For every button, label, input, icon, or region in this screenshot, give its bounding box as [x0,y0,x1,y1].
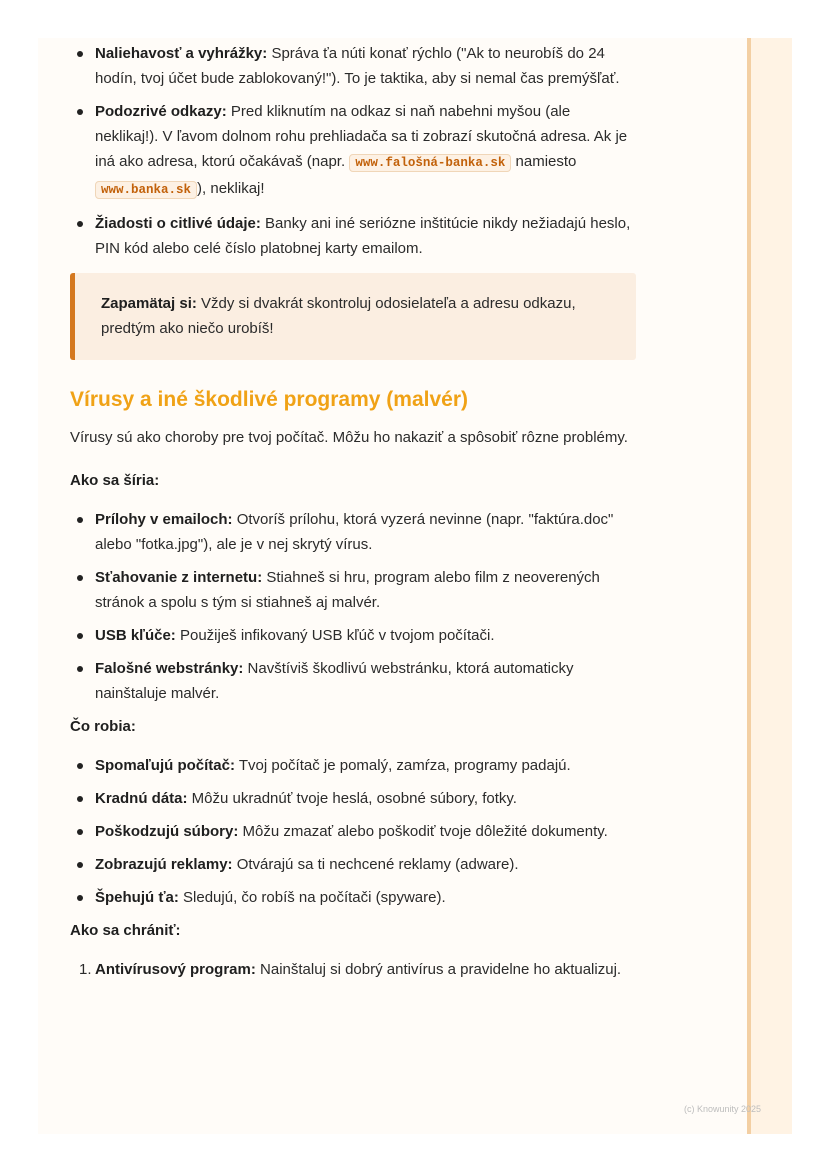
effects-title: Čo robia: [70,718,136,735]
list-item: Falošné webstránky: Navštíviš škodlivú webstránku, ktorá automaticky nainštaluje malvér. [70,656,636,706]
fake-url-code: www.falošná-banka.sk [349,154,511,172]
list-item: Naliehavosť a vyhrážky: Správa ťa núti konať rýchlo ("Ak to neurobíš do 24 hodín, tvoj účet bude zablokovaný!"). To je taktika, aby si nemal čas premýšľať. [70,41,636,91]
protect-list [70,957,636,982]
section-intro: Vírusy sú ako choroby pre tvoj počítač. Môžu ho nakaziť a spôsobiť rôzne problémy. [70,429,628,446]
spread-title: Ako sa šíria: [70,472,160,489]
protect-title: Ako sa chrániť: [70,922,181,939]
list-item: Poškodzujú súbory: Môžu zmazať alebo poškodiť tvoje dôležité dokumenty. [70,819,636,844]
effects-list [70,753,636,910]
copyright-footer: (c) Knowunity 2025 [684,1104,762,1114]
page-side-margin [751,38,792,1134]
list-item: Podozrivé odkazy: Pred kliknutím na odkaz si naň nabehni myšou (ale neklikaj!). V ľavom dolnom rohu prehliadača sa ti zobrazí skutočná adresa. Ak je iná ako adresa, ktorú očakávaš (napr. www.falošná-banka.sk namiesto www.banka.sk ), neklikaj! [70,99,636,203]
list-item: Kradnú dáta: Môžu ukradnúť tvoje heslá, osobné súbory, fotky. [70,786,636,811]
phishing-signs-list [70,41,636,261]
spread-list [70,507,636,706]
list-item: Sťahovanie z internetu: Stiahneš si hru, program alebo film z neoverených stránok a spolu s tým si stiahneš aj malvér. [70,565,636,615]
list-item: Prílohy v emailoch: Otvoríš prílohu, ktorá vyzerá nevinne (napr. "faktúra.doc" alebo "fotka.jpg"), ale je v nej skrytý vírus. [70,507,636,557]
real-url-code: www.banka.sk [95,181,197,199]
list-item: 1. Antivírusový program: Nainštaluj si dobrý antivírus a pravidelne ho aktualizuj. [79,961,622,978]
list-item: Zobrazujú reklamy: Otvárajú sa ti nechcené reklamy (adware). [70,852,636,877]
section-heading: Vírusy a iné škodlivé programy (malvér) [70,388,468,411]
list-item: USB kľúče: Použiješ infikovaný USB kľúč v tvojom počítači. [70,623,636,648]
list-item: Špehujú ťa: Sledujú, čo robíš na počítači (spyware). [70,885,636,910]
list-item: Žiadosti o citlivé údaje: Banky ani iné seriózne inštitúcie nikdy nežiadajú heslo, PIN kód alebo celé číslo platobnej karty emailom. [70,211,636,261]
list-item: Spomaľujú počítač: Tvoj počítač je pomalý, zamŕza, programy padajú. [70,753,636,778]
document-content [70,38,636,990]
remember-callout: Zapamätaj si: Vždy si dvakrát skontroluj odosielateľa a adresu odkazu, predtým ako niečo urobíš! [70,273,636,360]
